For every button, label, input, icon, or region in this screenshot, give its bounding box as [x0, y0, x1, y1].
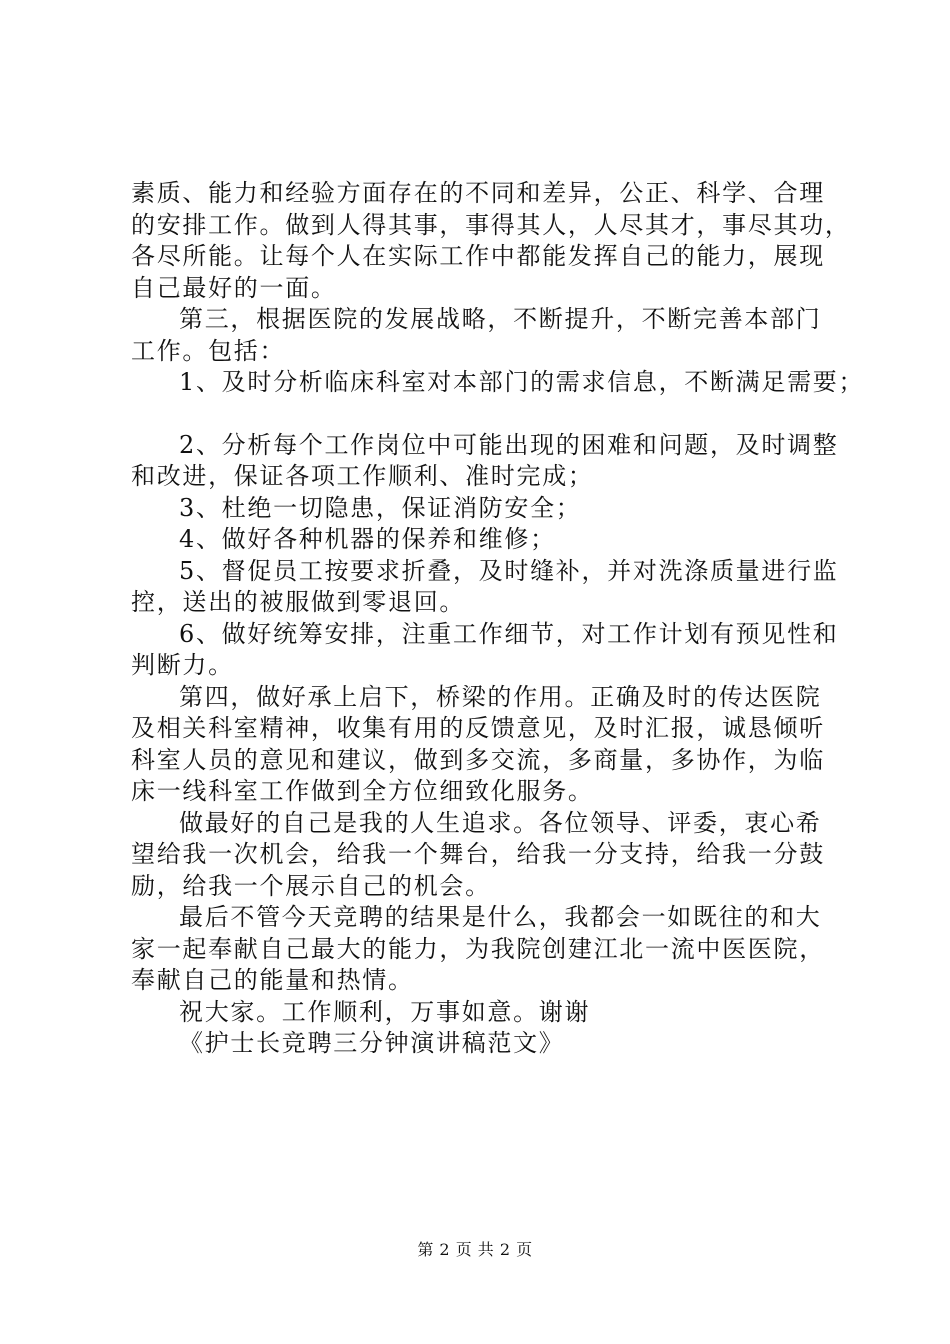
page-footer: 第 2 页 共 2 页: [417, 1240, 533, 1259]
text-line: 5、督促员工按要求折叠，及时缝补，并对洗涤质量进行监: [179, 556, 839, 585]
text-line: 的安排工作。做到人得其事，事得其人，人尽其才，事尽其功，: [131, 210, 851, 239]
text-line: 素质、能力和经验方面存在的不同和差异，公正、科学、合理: [131, 179, 825, 207]
text-line: 2、分析每个工作岗位中可能出现的困难和问题，及时调整: [179, 430, 839, 459]
text-line: 各尽所能。让每个人在实际工作中都能发挥自己的能力，展现: [131, 242, 825, 270]
text-line: 4、做好各种机器的保养和维修；: [179, 525, 556, 553]
text-line: 6、做好统筹安排，注重工作细节，对工作计划有预见性和: [179, 619, 839, 648]
text-line: 控，送出的被服做到零退回。: [131, 588, 466, 616]
text-line: 自己最好的一面。: [131, 273, 337, 302]
text-line: 3、杜绝一切隐患，保证消防安全；: [179, 493, 582, 522]
text-line: 第四，做好承上启下，桥梁的作用。正确及时的传达医院: [179, 682, 822, 711]
text-line: 第三，根据医院的发展战略，不断提升，不断完善本部门: [179, 305, 822, 333]
text-line: 床一线科室工作做到全方位细致化服务。: [131, 777, 594, 805]
document-body: [131, 178, 865, 1060]
text-line: 工作。包括：: [131, 336, 286, 365]
text-line: 1、及时分析临床科室对本部门的需求信息，不断满足需要；: [179, 368, 865, 396]
text-line: 励，给我一个展示自己的机会。: [131, 871, 491, 900]
text-line: 科室人员的意见和建议，做到多交流，多商量，多协作，为临: [131, 745, 825, 774]
text-line: 家一起奉献自己最大的能力，为我院创建江北一流中医医院，: [131, 934, 825, 963]
text-line: 望给我一次机会，给我一个舞台，给我一分支持，给我一分鼓: [131, 840, 825, 868]
text-line: 最后不管今天竞聘的结果是什么，我都会一如既往的和大: [179, 903, 822, 931]
text-line: 祝大家。工作顺利，万事如意。谢谢: [179, 997, 591, 1026]
text-line: 和改进，保证各项工作顺利、准时完成；: [131, 462, 594, 490]
text-line: 奉献自己的能量和热情。: [131, 966, 414, 994]
text-line: 判断力。: [131, 651, 234, 679]
text-line: 做最好的自己是我的人生追求。各位领导、评委，衷心希: [179, 808, 822, 837]
text-line: 《护士长竞聘三分钟演讲稿范文》: [179, 1029, 565, 1057]
text-line: 及相关科室精神，收集有用的反馈意见，及时汇报，诚恳倾听: [131, 714, 825, 742]
